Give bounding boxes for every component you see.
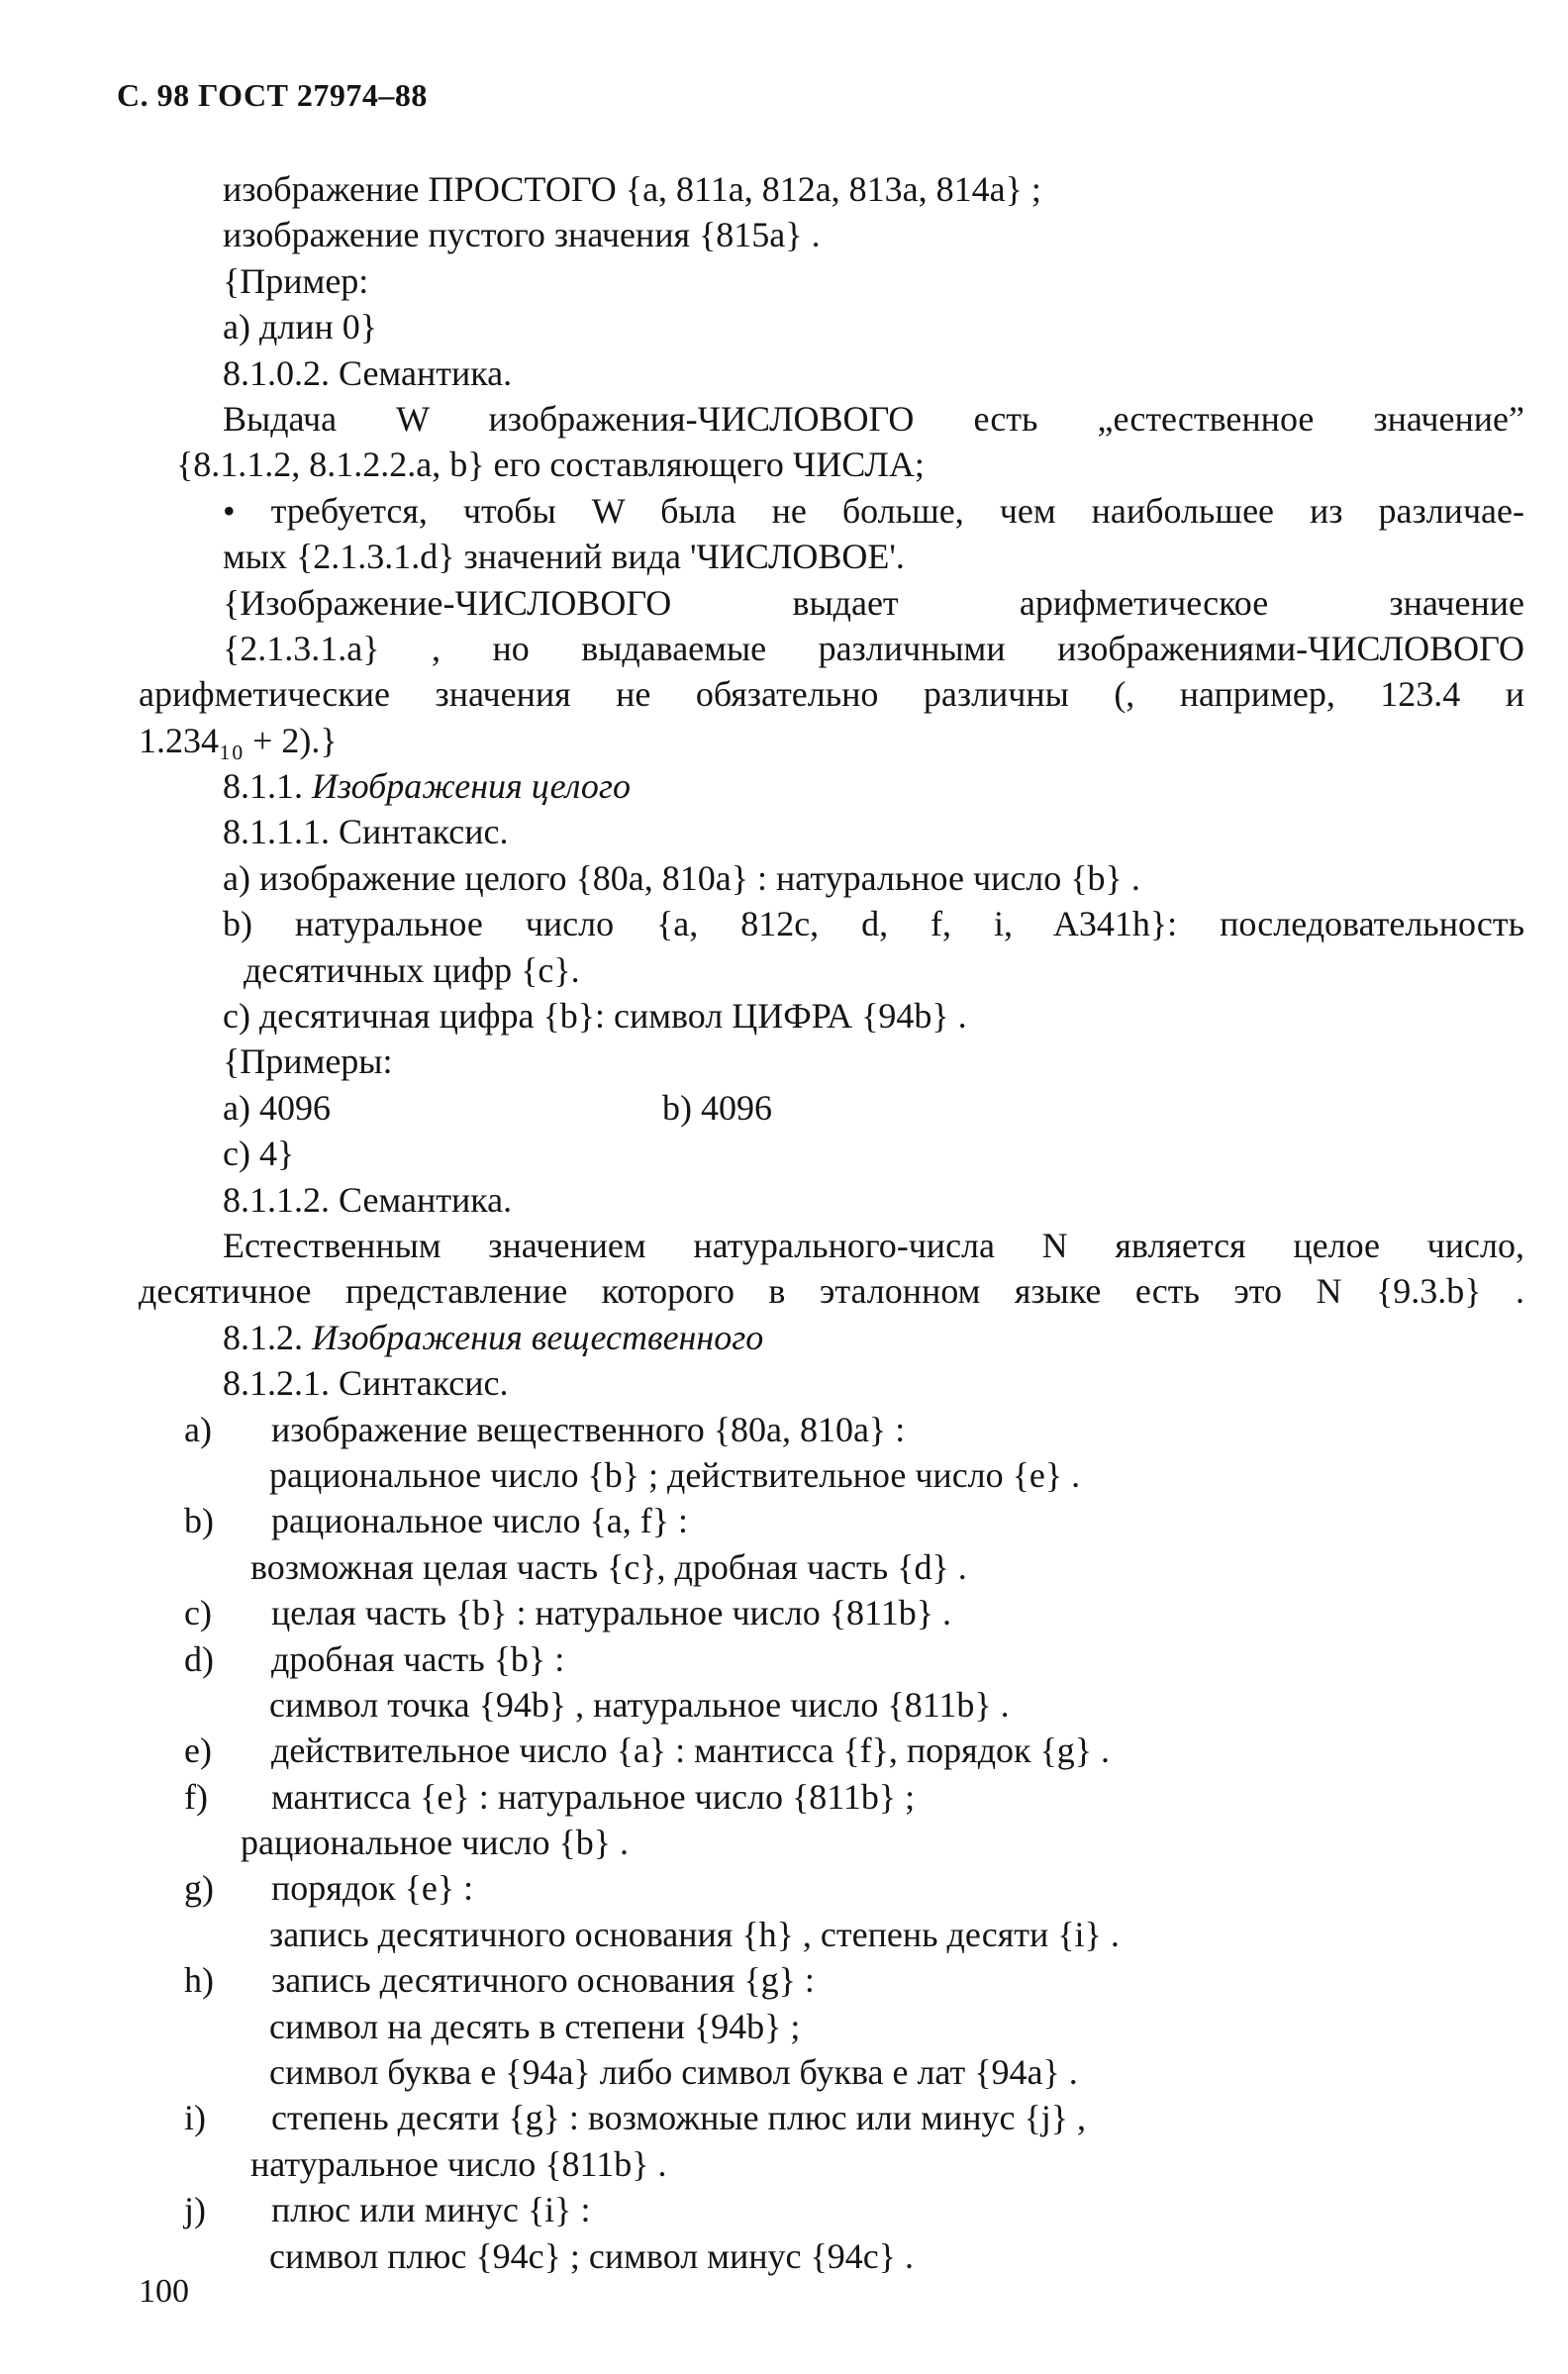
line-text: рациональное число {b} .: [241, 1823, 630, 1863]
text-line: [139, 1865, 1524, 1911]
text-line: [139, 1774, 1524, 1820]
text-line: [139, 534, 1524, 579]
text-line: [139, 1728, 1524, 1773]
line-text: изображение ПРОСТОГО {a, 811a, 812a, 813a, 814a} ;: [223, 169, 1041, 209]
text-line: [139, 1131, 1524, 1176]
line-text: десятичное представление которого в эталонном языке есть это N {9.3.b} .: [139, 1271, 1524, 1312]
item-marker: h): [184, 1960, 214, 2001]
item-marker: f): [184, 1776, 208, 1817]
line-text: 1.234₁₀ + 2).}: [139, 720, 338, 760]
item-marker: b): [184, 1501, 214, 1541]
line-text: арифметические значения не обязательно различны (, например, 123.4 и: [139, 674, 1524, 715]
line-text: 8.1.2.: [223, 1317, 312, 1357]
line-text: мантисса {e} : натуральное число {811b} ;: [271, 1776, 916, 1817]
item-marker: c): [184, 1593, 212, 1633]
text-line: [139, 671, 1524, 717]
text-line: [139, 1544, 1524, 1590]
line-text: действительное число {a} : мантисса {f}, порядок {g} .: [271, 1731, 1111, 1771]
line-text: символ на десять в степени {94b} ;: [269, 2006, 801, 2046]
text-line: [139, 258, 1524, 304]
line-text: мых {2.1.3.1.d} значений вида 'ЧИСЛОВОЕ'.: [223, 537, 905, 577]
line-text: символ плюс {94c} ; символ минус {94c} .: [269, 2235, 915, 2276]
line-text: {2.1.3.1.a} , но выдаваемые различными изображениями-ЧИСЛОВОГО: [223, 628, 1524, 668]
item-marker: e): [184, 1731, 212, 1771]
item-marker: g): [184, 1868, 214, 1909]
item-marker: d): [184, 1638, 214, 1679]
text-line: [139, 2141, 1524, 2187]
line-text: рациональное число {b} ; действительное число {e} .: [269, 1454, 1081, 1495]
text-line: [139, 1820, 1524, 1865]
running-header: С. 98 ГОСТ 27974–88: [117, 77, 428, 113]
line-text: десятичных цифр {c}.: [244, 949, 580, 990]
line-text: а) длин 0}: [223, 307, 378, 347]
text-line: [139, 1912, 1524, 1957]
line-text: {Пример:: [223, 260, 369, 301]
item-marker: j): [184, 2190, 206, 2230]
text-line: [139, 2187, 1524, 2232]
text-line: [139, 488, 1524, 534]
text-line: [139, 718, 1524, 763]
text-line: [139, 166, 1524, 212]
line-text: изображение вещественного {80a, 810a} :: [271, 1409, 906, 1449]
text-line: [139, 1957, 1524, 2003]
text-line: [139, 212, 1524, 257]
text-line: [139, 1498, 1524, 1543]
line-text: натуральное число {811b} .: [250, 2143, 667, 2184]
text-line: [139, 580, 1524, 626]
line-text: c) 4}: [223, 1134, 295, 1174]
line-text: целая часть {b} : натуральное число {811b} .: [271, 1593, 951, 1633]
line-text: символ буква е {94a} либо символ буква е лат {94a} .: [269, 2052, 1078, 2093]
line-text: дробная часть {b} :: [271, 1638, 565, 1679]
line-text: изображение пустого значения {815a} .: [223, 215, 821, 255]
line-text: 8.1.0.2. Семантика.: [223, 352, 513, 393]
text-line: [139, 350, 1524, 396]
text-line: [139, 1407, 1524, 1452]
line-text: Выдача W изображения-ЧИСЛОВОГО есть „естественное значение”: [223, 398, 1524, 439]
text-line: [139, 763, 1524, 809]
item-marker: i): [184, 2098, 206, 2138]
text-line: [139, 2004, 1524, 2049]
text-line: [139, 304, 1524, 349]
line-text: • требуется, чтобы W была не больше, чем наибольшее из различае-: [223, 490, 1524, 531]
document-body: [139, 166, 1524, 2279]
line-text: {Изображение-ЧИСЛОВОГО выдает арифметическое значение: [223, 582, 1524, 623]
line-text: 8.1.1.1. Синтаксис.: [223, 812, 509, 852]
text-line: [139, 442, 1524, 487]
text-line: [139, 2095, 1524, 2140]
text-line: [139, 855, 1524, 901]
text-line: [139, 1268, 1524, 1314]
line-text: b) натуральное число {a, 812c, d, f, i, A341h}: последовательность: [223, 904, 1524, 944]
line-text: возможная целая часть {c}, дробная часть {d} .: [250, 1546, 967, 1587]
line-text: c) десятичная цифра {b}: символ ЦИФРА {94b} .: [223, 996, 967, 1037]
text-line: [139, 2233, 1524, 2279]
text-line: [139, 1590, 1524, 1635]
text-line: [139, 1315, 1524, 1360]
line-text: {8.1.1.2, 8.1.2.2.a, b} его составляющего ЧИСЛА;: [176, 445, 925, 485]
line-text: плюс или минус {i} :: [271, 2190, 591, 2230]
line-text: {Примеры:: [223, 1041, 393, 1082]
text-line: [139, 1039, 1524, 1084]
text-line: [139, 2049, 1524, 2095]
text-line: [139, 1085, 1524, 1131]
text-line: [139, 1636, 1524, 1682]
text-line: [139, 1177, 1524, 1223]
text-line: [139, 1223, 1524, 1268]
line-text: а) 4096: [223, 1087, 331, 1128]
text-line: [139, 809, 1524, 854]
line-text: рациональное число {a, f} :: [271, 1501, 688, 1541]
line-text: символ точка {94b} , натуральное число {811b} .: [269, 1684, 1010, 1725]
page-number: 100: [139, 2273, 189, 2310]
line-text: запись десятичного основания {h} , степень десяти {i} .: [269, 1914, 1120, 1954]
text-line: [139, 1360, 1524, 1406]
section-heading-italic: Изображения вещественного: [312, 1317, 764, 1357]
text-line: [139, 901, 1524, 946]
line-text: запись десятичного основания {g} :: [271, 1960, 815, 2001]
line-text: Естественным значением натурального-числа N является целое число,: [223, 1225, 1524, 1265]
text-line: [139, 1452, 1524, 1498]
text-line: [139, 947, 1524, 993]
line-text: 8.1.1.2. Семантика.: [223, 1179, 513, 1220]
section-heading-italic: Изображения целого: [312, 766, 631, 807]
text-line: [139, 993, 1524, 1039]
line-text: степень десяти {g} : возможные плюс или минус {j} ,: [271, 2098, 1087, 2138]
text-line: [139, 1682, 1524, 1728]
line-text: порядок {e} :: [271, 1868, 474, 1909]
line-text: 8.1.2.1. Синтаксис.: [223, 1363, 509, 1404]
line-text: а) изображение целого {80a, 810a} : натуральное число {b} .: [223, 857, 1140, 898]
text-line: [139, 396, 1524, 442]
text-line: [139, 626, 1524, 671]
example-second-column: b) 4096: [662, 1087, 772, 1128]
item-marker: a): [184, 1409, 212, 1449]
line-text: 8.1.1.: [223, 766, 312, 807]
